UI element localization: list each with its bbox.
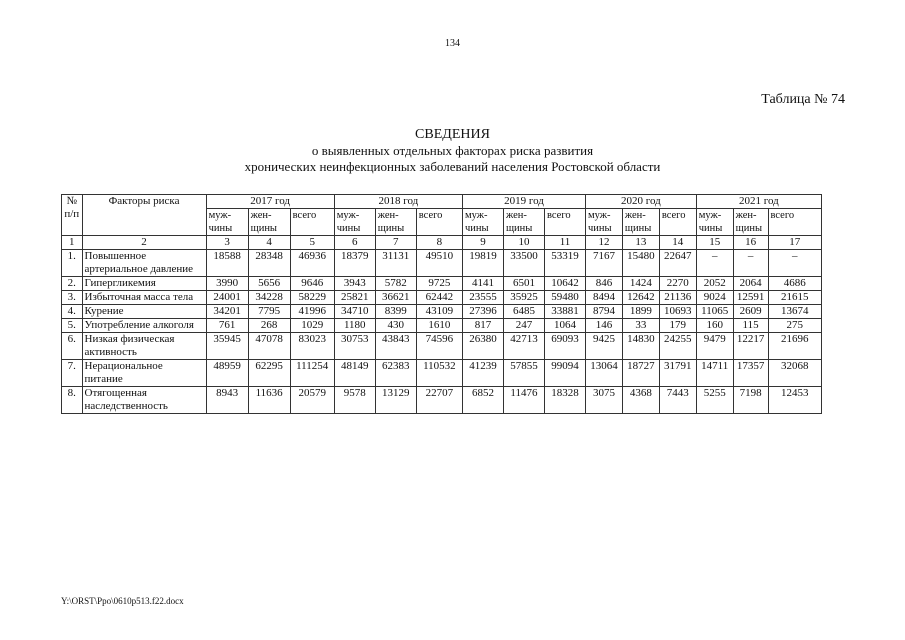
- table-row: [62, 319, 822, 333]
- value-cell: 21696: [768, 333, 822, 360]
- value-cell: 9425: [586, 333, 623, 360]
- value-cell: 146: [586, 319, 623, 333]
- header-factor: Факторы риска: [82, 195, 206, 236]
- value-cell: 62383: [375, 360, 416, 387]
- value-cell: 2052: [696, 277, 733, 291]
- value-cell: 11636: [248, 387, 290, 414]
- header-subcolumn: муж-чины: [462, 209, 503, 236]
- value-cell: 28348: [248, 250, 290, 277]
- value-cell: 8399: [375, 305, 416, 319]
- value-cell: 6485: [503, 305, 544, 319]
- value-cell: 31791: [659, 360, 696, 387]
- table-row: [62, 250, 822, 277]
- value-cell: 7198: [733, 387, 768, 414]
- value-cell: 268: [248, 319, 290, 333]
- column-number: 9: [462, 236, 503, 250]
- value-cell: 7167: [586, 250, 623, 277]
- value-cell: 57855: [503, 360, 544, 387]
- value-cell: 9578: [334, 387, 375, 414]
- risk-factors-table: [61, 194, 822, 414]
- value-cell: 34201: [206, 305, 248, 319]
- header-row-column-numbers: [62, 236, 822, 250]
- value-cell: 6501: [503, 277, 544, 291]
- risk-factor-name: Нерациональное питание: [82, 360, 206, 387]
- value-cell: 34228: [248, 291, 290, 305]
- value-cell: 18328: [544, 387, 585, 414]
- header-subcolumn: всего: [544, 209, 585, 236]
- value-cell: 4141: [462, 277, 503, 291]
- column-number: 1: [62, 236, 83, 250]
- header-year: 2019 год: [462, 195, 585, 209]
- header-year: 2021 год: [696, 195, 821, 209]
- value-cell: 31131: [375, 250, 416, 277]
- value-cell: 22707: [416, 387, 462, 414]
- value-cell: 8794: [586, 305, 623, 319]
- value-cell: 12642: [622, 291, 659, 305]
- header-subcolumn: муж-чины: [586, 209, 623, 236]
- header-row-years: [62, 195, 822, 209]
- value-cell: 115: [733, 319, 768, 333]
- value-cell: 14830: [622, 333, 659, 360]
- value-cell: 1899: [622, 305, 659, 319]
- value-cell: 8494: [586, 291, 623, 305]
- value-cell: 41239: [462, 360, 503, 387]
- value-cell: 1029: [290, 319, 334, 333]
- value-cell: 41996: [290, 305, 334, 319]
- value-cell: 24001: [206, 291, 248, 305]
- column-number: 17: [768, 236, 822, 250]
- header-year: 2020 год: [586, 195, 697, 209]
- value-cell: 9725: [416, 277, 462, 291]
- value-cell: 22647: [659, 250, 696, 277]
- table-row: [62, 333, 822, 360]
- header-subcolumn: жен-щины: [733, 209, 768, 236]
- header-num: № п/п: [62, 195, 83, 236]
- document-subtitle-line-2: хронических неинфекционных заболеваний населения Ростовской области: [244, 159, 661, 174]
- header-subcolumn: муж-чины: [696, 209, 733, 236]
- header-subcolumn: жен-щины: [503, 209, 544, 236]
- value-cell: 59480: [544, 291, 585, 305]
- value-cell: 48959: [206, 360, 248, 387]
- column-number: 13: [622, 236, 659, 250]
- value-cell: –: [768, 250, 822, 277]
- value-cell: 13129: [375, 387, 416, 414]
- value-cell: 11476: [503, 387, 544, 414]
- value-cell: 34710: [334, 305, 375, 319]
- value-cell: 2064: [733, 277, 768, 291]
- row-number: 7.: [62, 360, 83, 387]
- value-cell: 13064: [586, 360, 623, 387]
- row-number: 1.: [62, 250, 83, 277]
- value-cell: 6852: [462, 387, 503, 414]
- row-number: 5.: [62, 319, 83, 333]
- value-cell: 10693: [659, 305, 696, 319]
- value-cell: 47078: [248, 333, 290, 360]
- value-cell: 160: [696, 319, 733, 333]
- value-cell: 30753: [334, 333, 375, 360]
- value-cell: 12453: [768, 387, 822, 414]
- value-cell: 17357: [733, 360, 768, 387]
- value-cell: 4368: [622, 387, 659, 414]
- column-number: 15: [696, 236, 733, 250]
- header-subcolumn: всего: [416, 209, 462, 236]
- table-label: Таблица № 74: [761, 92, 845, 107]
- value-cell: 5255: [696, 387, 733, 414]
- value-cell: 110532: [416, 360, 462, 387]
- value-cell: 18727: [622, 360, 659, 387]
- value-cell: 12591: [733, 291, 768, 305]
- value-cell: 23555: [462, 291, 503, 305]
- value-cell: 1424: [622, 277, 659, 291]
- value-cell: 32068: [768, 360, 822, 387]
- document-subtitle-line-1: о выявленных отдельных факторах риска развития: [311, 143, 594, 158]
- value-cell: 35925: [503, 291, 544, 305]
- column-number: 6: [334, 236, 375, 250]
- column-number: 14: [659, 236, 696, 250]
- value-cell: 36621: [375, 291, 416, 305]
- column-number: 2: [82, 236, 206, 250]
- risk-factor-name: Гипергликемия: [82, 277, 206, 291]
- value-cell: 9479: [696, 333, 733, 360]
- column-number: 10: [503, 236, 544, 250]
- value-cell: 1610: [416, 319, 462, 333]
- value-cell: 5656: [248, 277, 290, 291]
- value-cell: 62442: [416, 291, 462, 305]
- file-path-footer: Y:\ORST\Ppo\0610p513.f22.docx: [61, 596, 184, 606]
- value-cell: 69093: [544, 333, 585, 360]
- value-cell: 49510: [416, 250, 462, 277]
- value-cell: 4686: [768, 277, 822, 291]
- value-cell: 15480: [622, 250, 659, 277]
- value-cell: 21136: [659, 291, 696, 305]
- value-cell: 43109: [416, 305, 462, 319]
- table-row: [62, 360, 822, 387]
- row-number: 4.: [62, 305, 83, 319]
- header-subcolumn: муж-чины: [206, 209, 248, 236]
- header-year: 2017 год: [206, 195, 334, 209]
- header-subcolumn: муж-чины: [334, 209, 375, 236]
- document-title: СВЕДЕНИЯ: [415, 127, 490, 142]
- value-cell: 62295: [248, 360, 290, 387]
- row-number: 8.: [62, 387, 83, 414]
- table-row: [62, 305, 822, 319]
- column-number: 12: [586, 236, 623, 250]
- column-number: 11: [544, 236, 585, 250]
- value-cell: 1064: [544, 319, 585, 333]
- value-cell: 25821: [334, 291, 375, 305]
- row-number: 6.: [62, 333, 83, 360]
- row-number: 3.: [62, 291, 83, 305]
- value-cell: 7443: [659, 387, 696, 414]
- value-cell: 8943: [206, 387, 248, 414]
- risk-factor-name: Избыточная масса тела: [82, 291, 206, 305]
- value-cell: 2609: [733, 305, 768, 319]
- value-cell: 14711: [696, 360, 733, 387]
- value-cell: 33500: [503, 250, 544, 277]
- header-year: 2018 год: [334, 195, 462, 209]
- value-cell: 430: [375, 319, 416, 333]
- value-cell: 21615: [768, 291, 822, 305]
- value-cell: 35945: [206, 333, 248, 360]
- value-cell: 33881: [544, 305, 585, 319]
- value-cell: 11065: [696, 305, 733, 319]
- value-cell: 9646: [290, 277, 334, 291]
- value-cell: 18588: [206, 250, 248, 277]
- table-row: [62, 387, 822, 414]
- risk-factor-name: Низкая физическая активность: [82, 333, 206, 360]
- column-number: 3: [206, 236, 248, 250]
- value-cell: 10642: [544, 277, 585, 291]
- value-cell: 74596: [416, 333, 462, 360]
- value-cell: 43843: [375, 333, 416, 360]
- value-cell: 58229: [290, 291, 334, 305]
- value-cell: 33: [622, 319, 659, 333]
- title-block: [0, 126, 905, 175]
- value-cell: 817: [462, 319, 503, 333]
- value-cell: 179: [659, 319, 696, 333]
- value-cell: 12217: [733, 333, 768, 360]
- table-row: [62, 291, 822, 305]
- value-cell: 275: [768, 319, 822, 333]
- column-number: 7: [375, 236, 416, 250]
- column-number: 16: [733, 236, 768, 250]
- value-cell: 26380: [462, 333, 503, 360]
- header-subcolumn: жен-щины: [248, 209, 290, 236]
- column-number: 5: [290, 236, 334, 250]
- risk-factor-name: Отягощенная наследственность: [82, 387, 206, 414]
- value-cell: 42713: [503, 333, 544, 360]
- value-cell: 247: [503, 319, 544, 333]
- value-cell: 13674: [768, 305, 822, 319]
- row-number: 2.: [62, 277, 83, 291]
- value-cell: 3075: [586, 387, 623, 414]
- value-cell: 46936: [290, 250, 334, 277]
- value-cell: 48149: [334, 360, 375, 387]
- value-cell: 3990: [206, 277, 248, 291]
- risk-factor-name: Повышенное артериальное давление: [82, 250, 206, 277]
- value-cell: 18379: [334, 250, 375, 277]
- column-number: 8: [416, 236, 462, 250]
- value-cell: 1180: [334, 319, 375, 333]
- value-cell: 19819: [462, 250, 503, 277]
- value-cell: 9024: [696, 291, 733, 305]
- header-subcolumn: жен-щины: [375, 209, 416, 236]
- value-cell: 111254: [290, 360, 334, 387]
- value-cell: 7795: [248, 305, 290, 319]
- value-cell: 53319: [544, 250, 585, 277]
- value-cell: –: [696, 250, 733, 277]
- header-subcolumn: всего: [290, 209, 334, 236]
- value-cell: 99094: [544, 360, 585, 387]
- column-number: 4: [248, 236, 290, 250]
- value-cell: 83023: [290, 333, 334, 360]
- header-subcolumn: всего: [659, 209, 696, 236]
- value-cell: 5782: [375, 277, 416, 291]
- risk-factor-name: Курение: [82, 305, 206, 319]
- value-cell: 761: [206, 319, 248, 333]
- header-subcolumn: жен-щины: [622, 209, 659, 236]
- value-cell: –: [733, 250, 768, 277]
- table-row: [62, 277, 822, 291]
- value-cell: 2270: [659, 277, 696, 291]
- value-cell: 24255: [659, 333, 696, 360]
- value-cell: 846: [586, 277, 623, 291]
- header-subcolumn: всего: [768, 209, 822, 236]
- value-cell: 3943: [334, 277, 375, 291]
- value-cell: 20579: [290, 387, 334, 414]
- risk-factor-name: Употребление алкоголя: [82, 319, 206, 333]
- value-cell: 27396: [462, 305, 503, 319]
- page-number: 134: [445, 38, 460, 49]
